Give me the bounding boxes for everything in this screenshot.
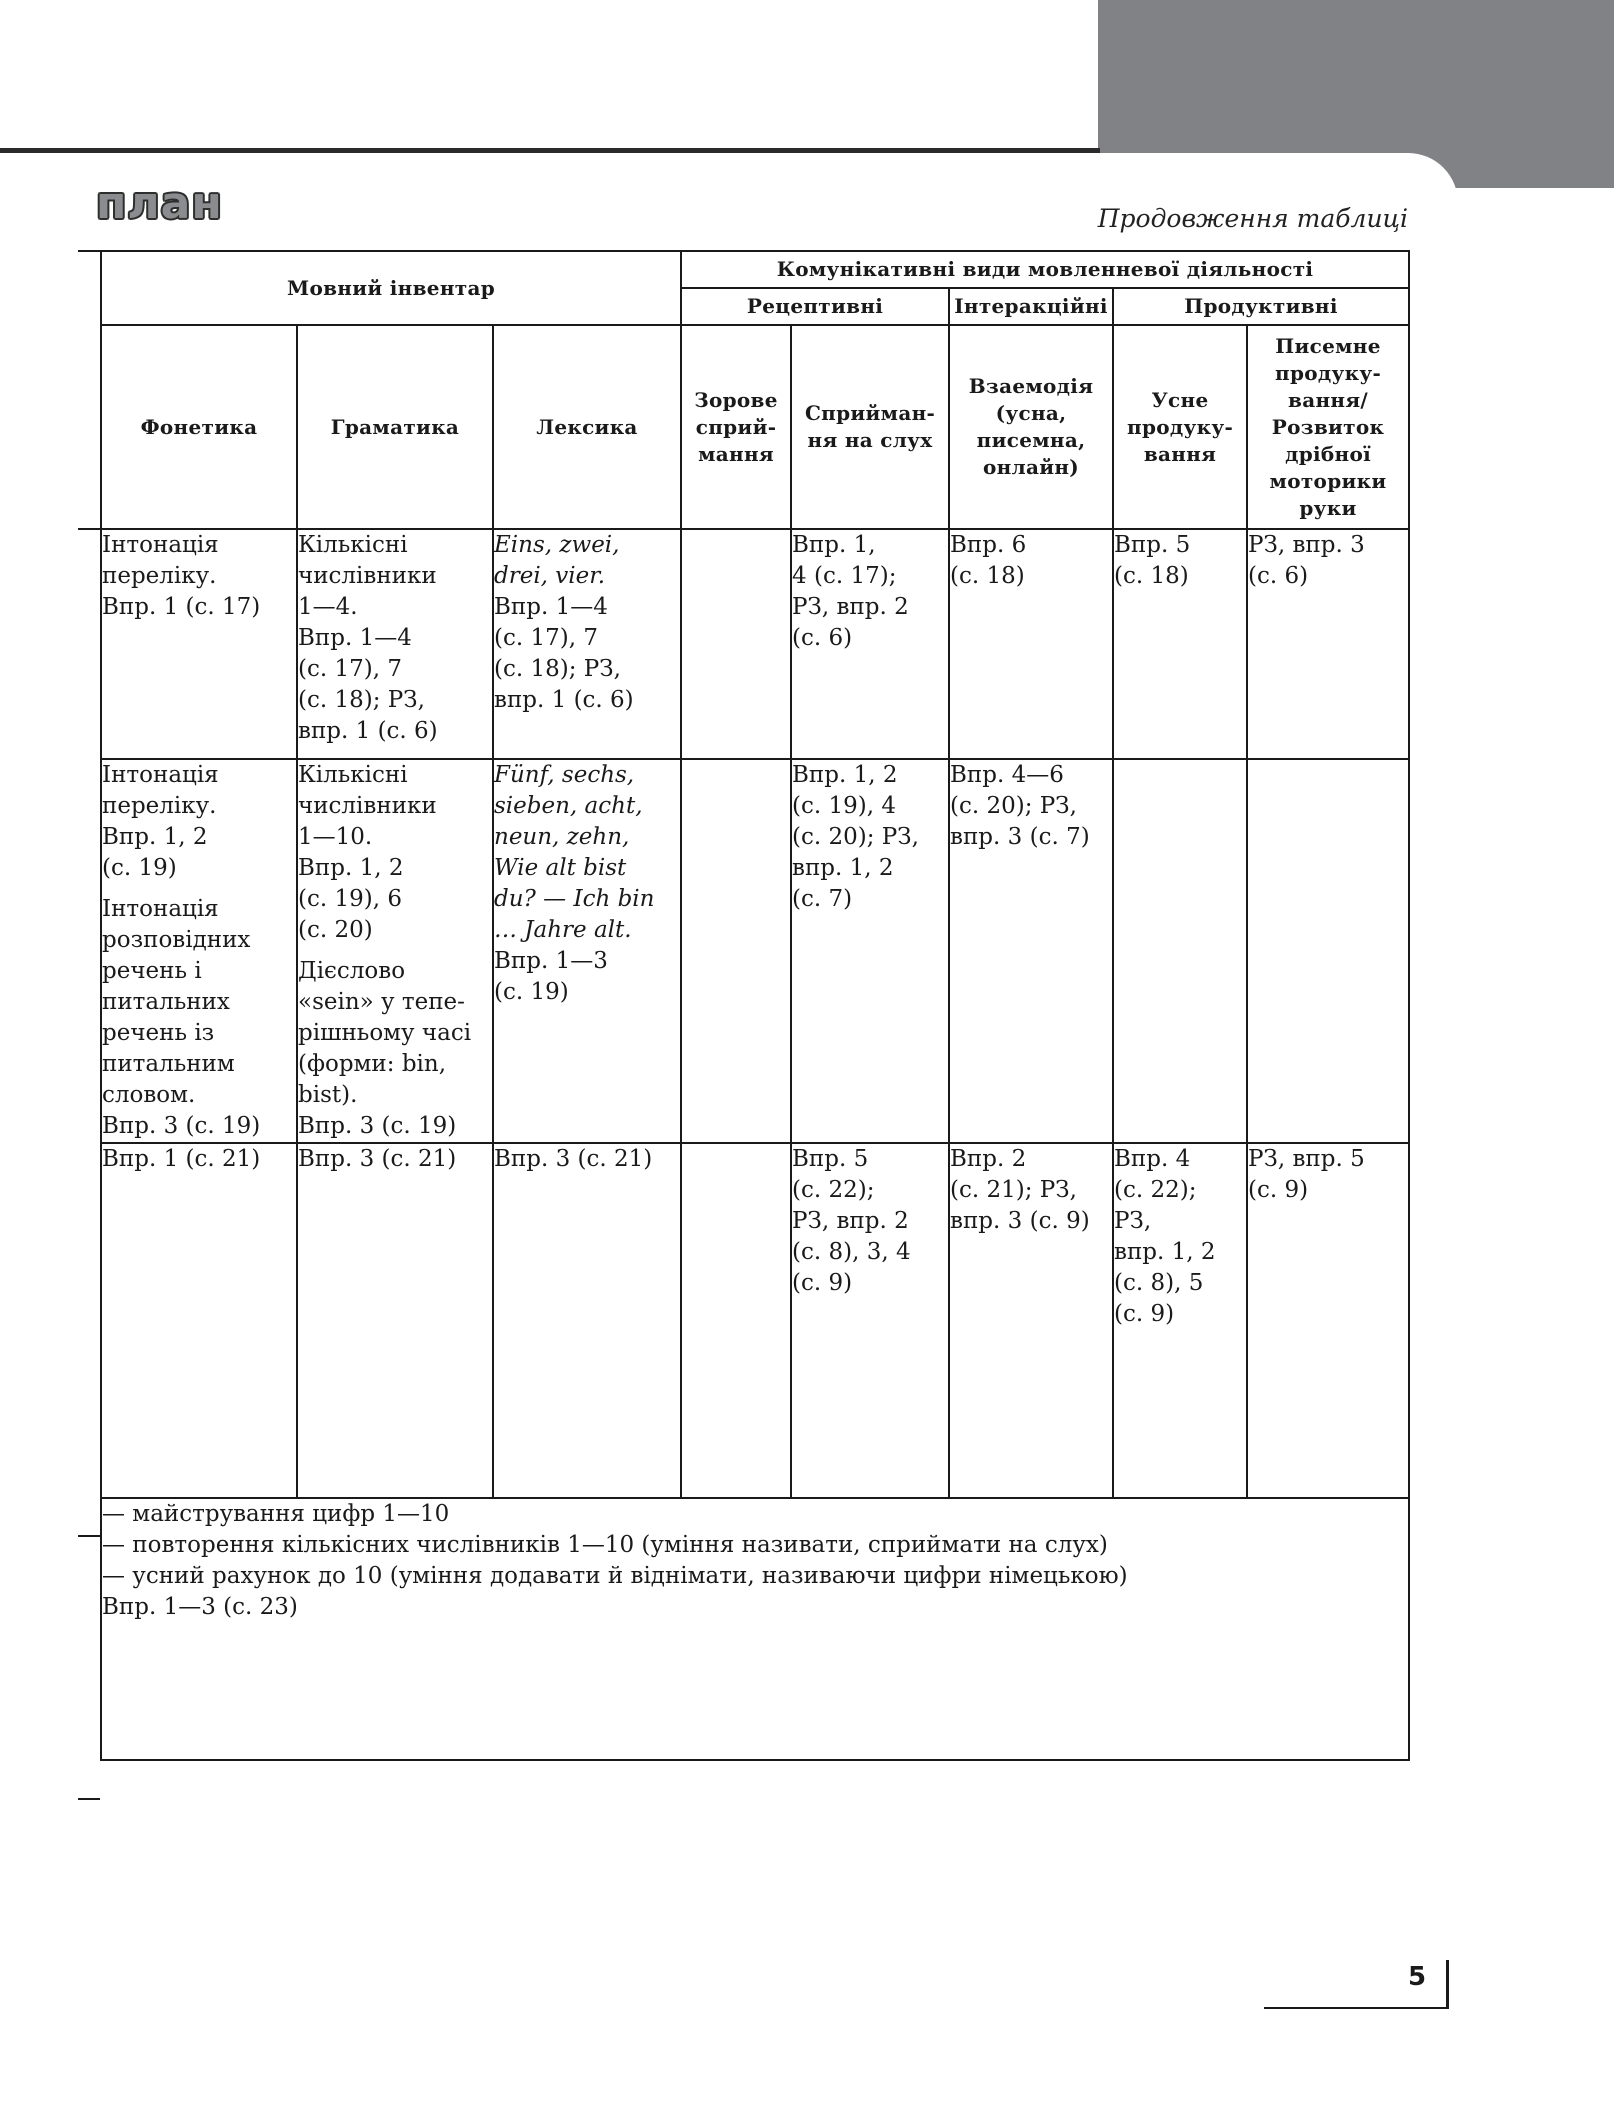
cell-line: Впр. 5 (1114, 532, 1191, 558)
cell-line: «sein» у тепе- (298, 989, 465, 1015)
cell-line: переліку. (102, 563, 217, 589)
note-line: — майстрування цифр 1—10 (102, 1501, 450, 1527)
column-header-grammar (297, 325, 493, 529)
cell-listening (791, 1143, 949, 1498)
cell-listening (791, 529, 949, 759)
column-header-listening (791, 325, 949, 529)
column-header-written-production (1247, 325, 1409, 529)
page-title: план (96, 178, 223, 229)
cell-lexis (493, 1143, 681, 1498)
cell-spacer (102, 884, 296, 894)
column-header-line: вання (1143, 441, 1217, 466)
cell-line: Впр. 1—4 (298, 625, 412, 651)
cell-grammar (297, 529, 493, 759)
cell-line: sieben, acht, (494, 793, 643, 819)
note-line: — усний рахунок до 10 (уміння додавати й віднімати, називаючи цифри німецькою) (102, 1563, 1128, 1589)
cell-line: (с. 18); РЗ, (298, 687, 425, 713)
cell-line: bist). (298, 1082, 358, 1108)
cell-line: (с. 6) (792, 625, 853, 651)
column-header-line: писемна, (976, 428, 1086, 452)
cell-line: Інтонація (102, 896, 219, 922)
column-header-line: Фонетика (140, 414, 258, 439)
column-header-visual-perception (681, 325, 791, 529)
cell-line: 4 (с. 17); (792, 563, 897, 589)
cell-line: 1—4. (298, 594, 358, 620)
header-communicative-activities: Комунікативні види мовленневої діяльності (681, 251, 1409, 288)
cell-line: Впр. 1, (792, 532, 876, 558)
cell-line: du? — Ich bin (494, 886, 655, 912)
cell-written-production (1247, 1143, 1409, 1498)
cell-line: (с. 20); РЗ, (792, 824, 919, 850)
cell-line: (форми: bin, (298, 1051, 447, 1077)
cell-line: Впр. 1—4 (494, 594, 608, 620)
cell-oral-production (1113, 1143, 1247, 1498)
note-line: Впр. 1—3 (с. 23) (102, 1594, 298, 1620)
page-number: 5 (1408, 1962, 1427, 1992)
cell-line: числівники (298, 563, 437, 589)
cell-line: (с. 9) (1248, 1177, 1309, 1203)
cell-visual-perception (681, 1143, 791, 1498)
cell-line: Впр. 1—3 (494, 948, 608, 974)
cell-grammar (297, 759, 493, 1143)
cell-line: РЗ, впр. 2 (792, 1208, 909, 1234)
cell-interaction (949, 1143, 1113, 1498)
cell-written-production (1247, 759, 1409, 1143)
table-row (101, 1143, 1409, 1498)
cell-line: РЗ, впр. 2 (792, 594, 909, 620)
column-header-line: Розвиток (1271, 414, 1385, 439)
cell-line: Дієслово (298, 958, 406, 984)
column-header-line: (усна, (995, 401, 1067, 425)
cell-line: (с. 18) (950, 563, 1025, 589)
table-row (101, 529, 1409, 759)
cell-phonetics (101, 759, 297, 1143)
cell-line: (с. 19) (102, 855, 177, 881)
cell-interaction (949, 759, 1113, 1143)
note-line: — повторення кількісних числівників 1—10 (уміння називати, сприймати на слух) (102, 1532, 1108, 1558)
cell-line: розповідних (102, 927, 251, 953)
cell-line: Впр. 4 (1114, 1146, 1191, 1172)
cell-line: (с. 17), 7 (494, 625, 598, 651)
cell-oral-production (1113, 529, 1247, 759)
cell-line: числівники (298, 793, 437, 819)
cell-line: Впр. 1, 2 (298, 855, 404, 881)
column-header-line: Сприйман- (804, 401, 936, 425)
column-header-oral-production (1113, 325, 1247, 529)
cell-line: Інтонація (102, 532, 219, 558)
cell-line: питальним (102, 1051, 235, 1077)
cell-line: РЗ, впр. 5 (1248, 1146, 1365, 1172)
cell-line: Wie alt bist (494, 855, 627, 881)
cell-line: Впр. 4—6 (950, 762, 1064, 788)
header-rule (0, 148, 1100, 153)
cell-line: впр. 1 (с. 6) (494, 687, 634, 713)
cell-visual-perception (681, 759, 791, 1143)
cell-line: впр. 3 (с. 7) (950, 824, 1090, 850)
page-number-rule (1446, 1960, 1449, 2009)
header-interactive: Інтеракційні (949, 288, 1113, 325)
cell-grammar (297, 1143, 493, 1498)
column-header-line: моторики (1269, 468, 1387, 493)
row-tick (78, 528, 100, 530)
cell-line: (с. 20) (298, 917, 373, 943)
cell-line: Впр. 3 (с. 19) (102, 1113, 261, 1139)
cell-line: Впр. 1 (с. 17) (102, 594, 261, 620)
column-header-line: вання/ (1288, 387, 1369, 412)
cell-line: (с. 21); РЗ, (950, 1177, 1077, 1203)
row-tick (78, 250, 100, 252)
cell-line: (с. 20); РЗ, (950, 793, 1077, 819)
column-header-phonetics (101, 325, 297, 529)
cell-line: впр. 1, 2 (792, 855, 894, 881)
cell-line: (с. 8), 5 (1114, 1270, 1204, 1296)
column-header-interaction (949, 325, 1113, 529)
cell-line: речень і (102, 958, 202, 984)
header-receptive: Рецептивні (681, 288, 949, 325)
column-header-line: сприй- (695, 414, 777, 439)
cell-lexis (493, 759, 681, 1143)
column-header-line: дрібної (1285, 441, 1371, 466)
cell-line: (с. 19) (494, 979, 569, 1005)
column-header-line: руки (1299, 495, 1357, 520)
cell-line: Інтонація (102, 762, 219, 788)
cell-line: Впр. 3 (с. 19) (298, 1113, 457, 1139)
column-header-line: Зорове (694, 387, 778, 412)
cell-line: РЗ, впр. 3 (1248, 532, 1365, 558)
cell-line: словом. (102, 1082, 196, 1108)
cell-line: Впр. 1 (с. 21) (102, 1146, 261, 1172)
cell-written-production (1247, 529, 1409, 759)
column-header-lexis (493, 325, 681, 529)
cell-phonetics (101, 1143, 297, 1498)
cell-line: РЗ, (1114, 1208, 1152, 1234)
cell-line: Впр. 3 (с. 21) (298, 1146, 457, 1172)
column-header-line: Писемне (1275, 333, 1381, 358)
cell-phonetics (101, 529, 297, 759)
cell-line: Впр. 5 (792, 1146, 869, 1172)
cell-line: (с. 19), 4 (792, 793, 897, 819)
column-header-line: Граматика (330, 414, 460, 439)
cell-line: Впр. 1, 2 (792, 762, 898, 788)
cell-lexis (493, 529, 681, 759)
cell-line: речень із (102, 1020, 215, 1046)
header-language-inventory: Мовний інвентар (101, 251, 681, 325)
notes-cell (101, 1498, 1409, 1760)
continuation-label: Продовження таблиці (1097, 204, 1408, 233)
cell-line: впр. 1, 2 (1114, 1239, 1216, 1265)
table-row (101, 759, 1409, 1143)
cell-line: переліку. (102, 793, 217, 819)
cell-line: Кількісні (298, 532, 408, 558)
column-header-line: ня на слух (807, 428, 933, 452)
column-header-line: Взаемодія (968, 374, 1094, 398)
column-header-line: продуку- (1127, 414, 1234, 439)
column-header-line: онлайн) (982, 455, 1080, 479)
cell-line: (с. 18); РЗ, (494, 656, 621, 682)
column-header-line: Лексика (536, 414, 638, 439)
cell-line: впр. 1 (с. 6) (298, 718, 438, 744)
cell-line: Впр. 2 (950, 1146, 1027, 1172)
cell-line: drei, vier. (494, 563, 606, 589)
cell-line: Кількісні (298, 762, 408, 788)
cell-line: (с. 7) (792, 886, 853, 912)
cell-line: neun, zehn, (494, 824, 630, 850)
column-header-line: мання (698, 441, 774, 466)
cell-line: Eins, zwei, (494, 532, 620, 558)
header-productive: Продуктивні (1113, 288, 1409, 325)
cell-line: (с. 22); (792, 1177, 875, 1203)
cell-line: 1—10. (298, 824, 373, 850)
cell-listening (791, 759, 949, 1143)
cell-line: Впр. 1, 2 (102, 824, 208, 850)
cell-line: (с. 9) (1114, 1301, 1175, 1327)
cell-line: впр. 3 (с. 9) (950, 1208, 1090, 1234)
cell-visual-perception (681, 529, 791, 759)
cell-oral-production (1113, 759, 1247, 1143)
cell-line: (с. 9) (792, 1270, 853, 1296)
cell-line: … Jahre alt. (494, 917, 632, 943)
cell-line: (с. 19), 6 (298, 886, 402, 912)
row-tick (78, 1535, 100, 1537)
lesson-plan-table (100, 250, 1410, 1761)
page-number-rule (1264, 2007, 1448, 2009)
cell-line: Впр. 6 (950, 532, 1027, 558)
cell-line: (с. 8), 3, 4 (792, 1239, 911, 1265)
cell-line: (с. 22); (1114, 1177, 1197, 1203)
cell-line: питальних (102, 989, 230, 1015)
column-header-line: продуку- (1275, 360, 1382, 385)
column-header-line: Усне (1151, 387, 1209, 412)
cell-line: (с. 6) (1248, 563, 1309, 589)
cell-spacer (298, 946, 492, 956)
cell-line: (с. 18) (1114, 563, 1189, 589)
cell-line: рішньому часі (298, 1020, 472, 1046)
row-tick (78, 1798, 100, 1800)
cell-line: (с. 17), 7 (298, 656, 402, 682)
cell-interaction (949, 529, 1113, 759)
cell-line: Fünf, sechs, (494, 762, 635, 788)
cell-line: Впр. 3 (с. 21) (494, 1146, 653, 1172)
